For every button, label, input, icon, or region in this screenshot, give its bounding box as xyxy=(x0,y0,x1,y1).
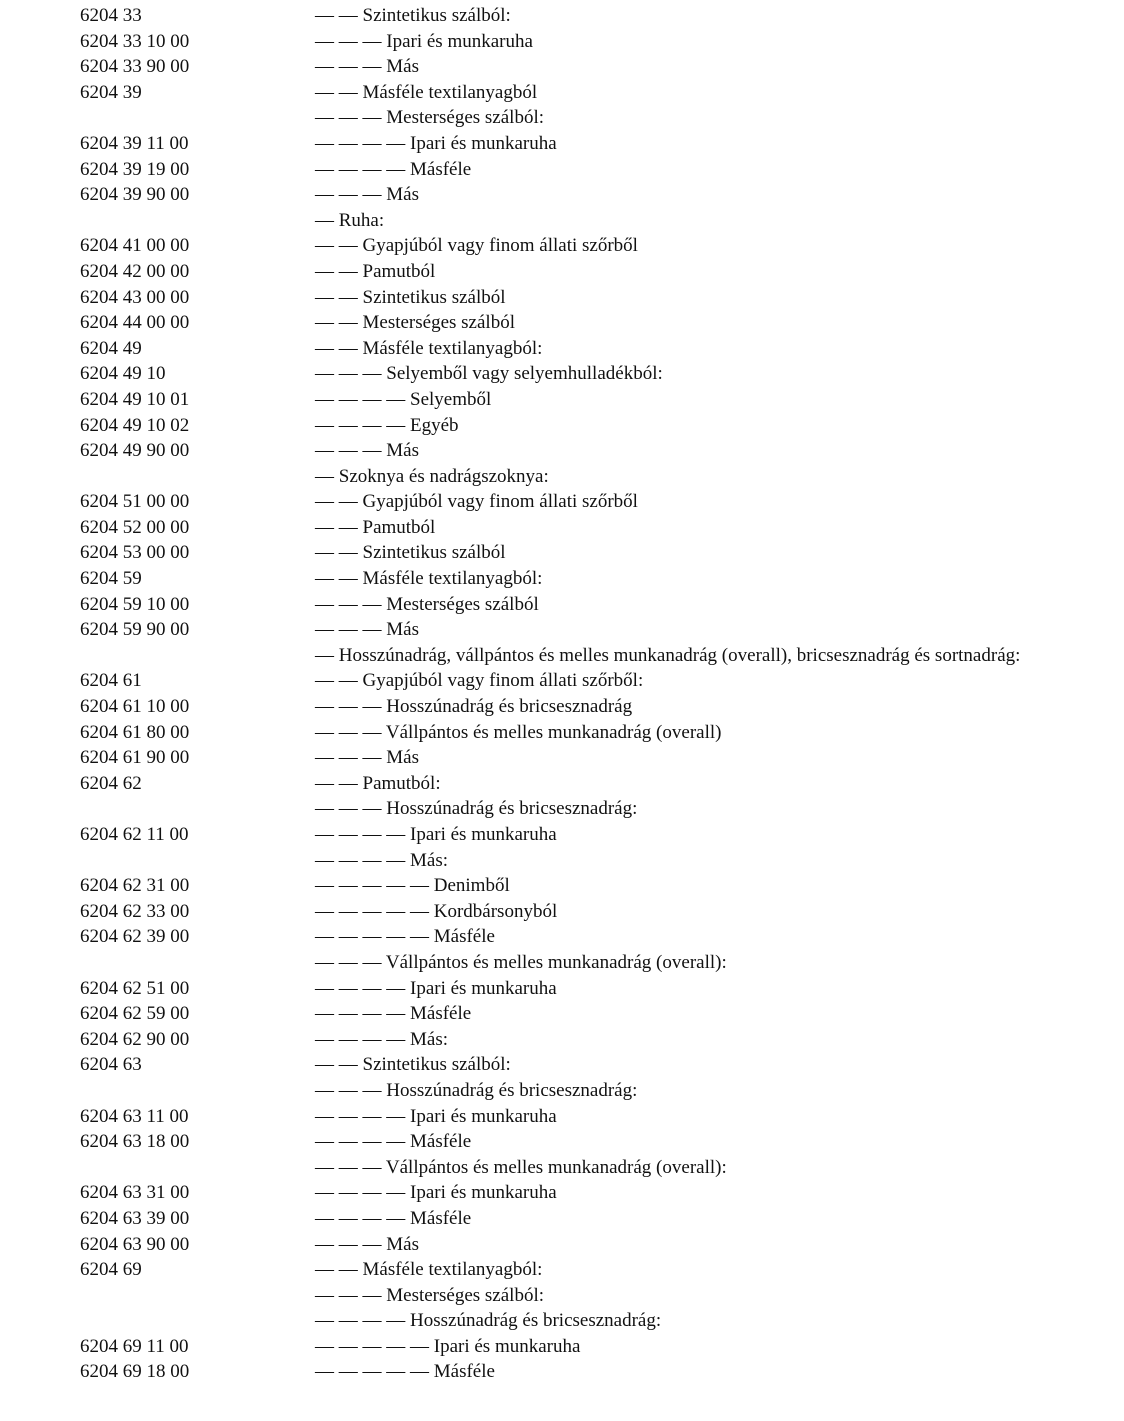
tariff-row xyxy=(0,566,1124,592)
tariff-code: 6204 59 90 00 xyxy=(80,619,190,641)
tariff-row xyxy=(0,720,1124,746)
tariff-row xyxy=(0,157,1124,183)
tariff-description: — — Másféle textilanyagból: xyxy=(315,568,543,590)
tariff-description: — — — Mesterséges szálból: xyxy=(315,107,545,129)
tariff-row xyxy=(0,1334,1124,1360)
tariff-description: — — — Más xyxy=(315,747,419,769)
tariff-code: 6204 62 51 00 xyxy=(80,977,190,999)
tariff-description: — — — — — Denimből xyxy=(315,875,510,897)
tariff-description: — — — — Selyemből xyxy=(315,388,492,410)
tariff-description: — — — — — Másféle xyxy=(315,926,495,948)
tariff-row xyxy=(0,259,1124,285)
tariff-row xyxy=(0,285,1124,311)
tariff-description: — — Másféle textilanyagból: xyxy=(315,337,543,359)
tariff-row xyxy=(0,745,1124,771)
tariff-code: 6204 62 11 00 xyxy=(80,824,189,845)
tariff-row xyxy=(0,1104,1124,1130)
tariff-row xyxy=(0,3,1124,29)
tariff-row xyxy=(0,1129,1124,1155)
tariff-row xyxy=(0,796,1124,822)
tariff-description: — — Másféle textilanyagból: xyxy=(315,1259,543,1281)
tariff-row xyxy=(0,1206,1124,1232)
tariff-description: — — Gyapjúból vagy finom állati szőrből xyxy=(315,235,638,257)
tariff-description: — — — Selyemből vagy selyemhulladékból: xyxy=(315,363,663,385)
tariff-row xyxy=(0,208,1124,234)
tariff-description: — Hosszúnadrág, vállpántos és melles munkanadrág (overall), bricsesznadrág és sortnadrág: xyxy=(315,644,1021,666)
tariff-code: 6204 61 10 00 xyxy=(80,696,190,718)
tariff-code: 6204 63 39 00 xyxy=(80,1207,190,1229)
tariff-row xyxy=(0,1180,1124,1206)
tariff-row xyxy=(0,1257,1124,1283)
tariff-code: 6204 49 10 01 xyxy=(80,388,190,410)
tariff-code: 6204 61 xyxy=(80,670,142,692)
tariff-code: 6204 33 10 00 xyxy=(80,30,190,52)
tariff-description: — — Mesterséges szálból xyxy=(315,312,515,334)
tariff-row xyxy=(0,540,1124,566)
tariff-row xyxy=(0,822,1124,848)
tariff-description: — — — Vállpántos és melles munkanadrág (overall): xyxy=(315,1156,727,1178)
tariff-description: — — Szintetikus szálból xyxy=(315,542,506,564)
tariff-description: — — — — Ipari és munkaruha xyxy=(315,977,557,999)
tariff-row xyxy=(0,924,1124,950)
tariff-description: — — — — Hosszúnadrág és bricsesznadrág: xyxy=(315,1310,662,1332)
tariff-code: 6204 39 19 00 xyxy=(80,158,190,180)
tariff-row xyxy=(0,1283,1124,1309)
tariff-code: 6204 53 00 00 xyxy=(80,542,190,564)
tariff-description: — — — Más xyxy=(315,184,419,206)
tariff-row xyxy=(0,336,1124,362)
tariff-description: — — — — Más: xyxy=(315,1028,448,1050)
tariff-code: 6204 63 11 00 xyxy=(80,1105,189,1127)
tariff-code: 6204 44 00 00 xyxy=(80,312,190,334)
tariff-code: 6204 33 90 00 xyxy=(80,56,190,78)
tariff-code: 6204 63 xyxy=(80,1054,142,1076)
tariff-code: 6204 59 xyxy=(80,568,142,590)
tariff-row xyxy=(0,1308,1124,1334)
tariff-code: 6204 61 90 00 xyxy=(80,747,190,769)
tariff-description: — — — — — Kordbársonyból xyxy=(315,900,558,922)
tariff-code: 6204 62 90 00 xyxy=(80,1028,190,1050)
tariff-code: 6204 62 31 00 xyxy=(80,875,190,897)
tariff-description: — — — Hosszúnadrág és bricsesznadrág: xyxy=(315,1079,638,1101)
tariff-row xyxy=(0,950,1124,976)
tariff-code: 6204 51 00 00 xyxy=(80,491,190,513)
tariff-description: — — — — Másféle xyxy=(315,1207,472,1229)
tariff-description: — — — Más xyxy=(315,619,419,641)
tariff-code: 6204 63 90 00 xyxy=(80,1233,190,1255)
tariff-description: — — — — Ipari és munkaruha xyxy=(315,1105,557,1127)
tariff-code: 6204 49 xyxy=(80,337,142,359)
tariff-code: 6204 69 18 00 xyxy=(80,1361,190,1383)
tariff-row xyxy=(0,1052,1124,1078)
tariff-description: — — — — Más: xyxy=(315,849,448,871)
tariff-code: 6204 62 39 00 xyxy=(80,926,190,948)
tariff-description: — — Szintetikus szálból: xyxy=(315,1054,511,1076)
tariff-row xyxy=(0,1001,1124,1027)
tariff-description: — — — — — Másféle xyxy=(315,1361,495,1383)
tariff-code: 6204 52 00 00 xyxy=(80,516,190,538)
tariff-description: — — Szintetikus szálból: xyxy=(315,5,511,26)
tariff-code: 6204 62 xyxy=(80,772,142,794)
tariff-row xyxy=(0,361,1124,387)
tariff-code: 6204 49 10 xyxy=(80,363,166,385)
tariff-description: — — — — Másféle xyxy=(315,158,472,180)
tariff-description: — — — Mesterséges szálból: xyxy=(315,1284,545,1306)
tariff-code: 6204 62 59 00 xyxy=(80,1003,190,1025)
tariff-description: — — Pamutból: xyxy=(315,772,441,794)
tariff-row xyxy=(0,29,1124,55)
tariff-description: — — — Ipari és munkaruha xyxy=(315,30,533,52)
tariff-row xyxy=(0,105,1124,131)
tariff-description: — — — — Ipari és munkaruha xyxy=(315,824,557,845)
tariff-code: 6204 63 31 00 xyxy=(80,1182,190,1204)
tariff-row xyxy=(0,1027,1124,1053)
tariff-row xyxy=(0,54,1124,80)
tariff-code: 6204 49 10 02 xyxy=(80,414,190,436)
tariff-description: — — Pamutból xyxy=(315,516,436,538)
tariff-code: 6204 41 00 00 xyxy=(80,235,190,257)
tariff-description: — — Gyapjúból vagy finom állati szőrből xyxy=(315,491,638,513)
tariff-code: 6204 62 33 00 xyxy=(80,900,190,922)
tariff-row xyxy=(0,899,1124,925)
tariff-row xyxy=(0,413,1124,439)
tariff-row xyxy=(0,233,1124,259)
tariff-row xyxy=(0,1078,1124,1104)
tariff-description: — — — — Másféle xyxy=(315,1131,472,1153)
tariff-description: — — — — Ipari és munkaruha xyxy=(315,1182,557,1204)
tariff-description: — Ruha: xyxy=(315,209,385,231)
tariff-row xyxy=(0,387,1124,413)
tariff-description: — — Gyapjúból vagy finom állati szőrből: xyxy=(315,670,644,692)
tariff-row xyxy=(0,771,1124,797)
tariff-description: — — Másféle textilanyagból xyxy=(315,81,538,103)
tariff-description: — — Szintetikus szálból xyxy=(315,286,506,308)
tariff-code: 6204 61 80 00 xyxy=(80,721,190,743)
tariff-row xyxy=(0,131,1124,157)
tariff-row xyxy=(0,976,1124,1002)
tariff-description: — — — Vállpántos és melles munkanadrág (overall): xyxy=(315,951,727,973)
tariff-code: 6204 39 11 00 xyxy=(80,132,189,154)
tariff-description: — — — Más xyxy=(315,56,419,78)
tariff-code: 6204 63 18 00 xyxy=(80,1131,190,1153)
tariff-row xyxy=(0,1155,1124,1181)
tariff-row xyxy=(0,668,1124,694)
tariff-row xyxy=(0,464,1124,490)
tariff-description: — — — — Másféle xyxy=(315,1003,472,1025)
tariff-description: — — — Vállpántos és melles munkanadrág (overall) xyxy=(315,721,722,743)
tariff-row xyxy=(0,694,1124,720)
tariff-code: 6204 39 xyxy=(80,81,142,103)
tariff-row xyxy=(0,80,1124,106)
tariff-row xyxy=(0,643,1124,669)
tariff-row xyxy=(0,515,1124,541)
tariff-row xyxy=(0,310,1124,336)
tariff-code: 6204 69 11 00 xyxy=(80,1335,189,1357)
tariff-code: 6204 42 00 00 xyxy=(80,260,190,282)
tariff-row xyxy=(0,1359,1124,1385)
tariff-description: — — — — — Ipari és munkaruha xyxy=(315,1335,581,1357)
tariff-code: 6204 39 90 00 xyxy=(80,184,190,206)
tariff-description: — — Pamutból xyxy=(315,260,436,282)
tariff-row xyxy=(0,489,1124,515)
tariff-row xyxy=(0,848,1124,874)
tariff-code: 6204 33 xyxy=(80,5,142,26)
tariff-code: 6204 49 90 00 xyxy=(80,440,190,462)
tariff-description: — — — Hosszúnadrág és bricsesznadrág xyxy=(315,696,633,718)
tariff-description: — Szoknya és nadrágszoknya: xyxy=(315,465,549,487)
tariff-description: — — — — Ipari és munkaruha xyxy=(315,132,557,154)
tariff-description: — — — — Egyéb xyxy=(315,414,459,436)
tariff-code: 6204 69 xyxy=(80,1259,142,1281)
tariff-description: — — — Más xyxy=(315,1233,419,1255)
tariff-row xyxy=(0,1232,1124,1258)
tariff-code: 6204 43 00 00 xyxy=(80,286,190,308)
tariff-description: — — — Hosszúnadrág és bricsesznadrág: xyxy=(315,798,638,820)
tariff-code: 6204 59 10 00 xyxy=(80,593,190,615)
tariff-description: — — — Mesterséges szálból xyxy=(315,593,539,615)
tariff-row xyxy=(0,873,1124,899)
tariff-description: — — — Más xyxy=(315,440,419,462)
tariff-row xyxy=(0,438,1124,464)
tariff-row xyxy=(0,182,1124,208)
tariff-row xyxy=(0,617,1124,643)
tariff-row xyxy=(0,592,1124,618)
